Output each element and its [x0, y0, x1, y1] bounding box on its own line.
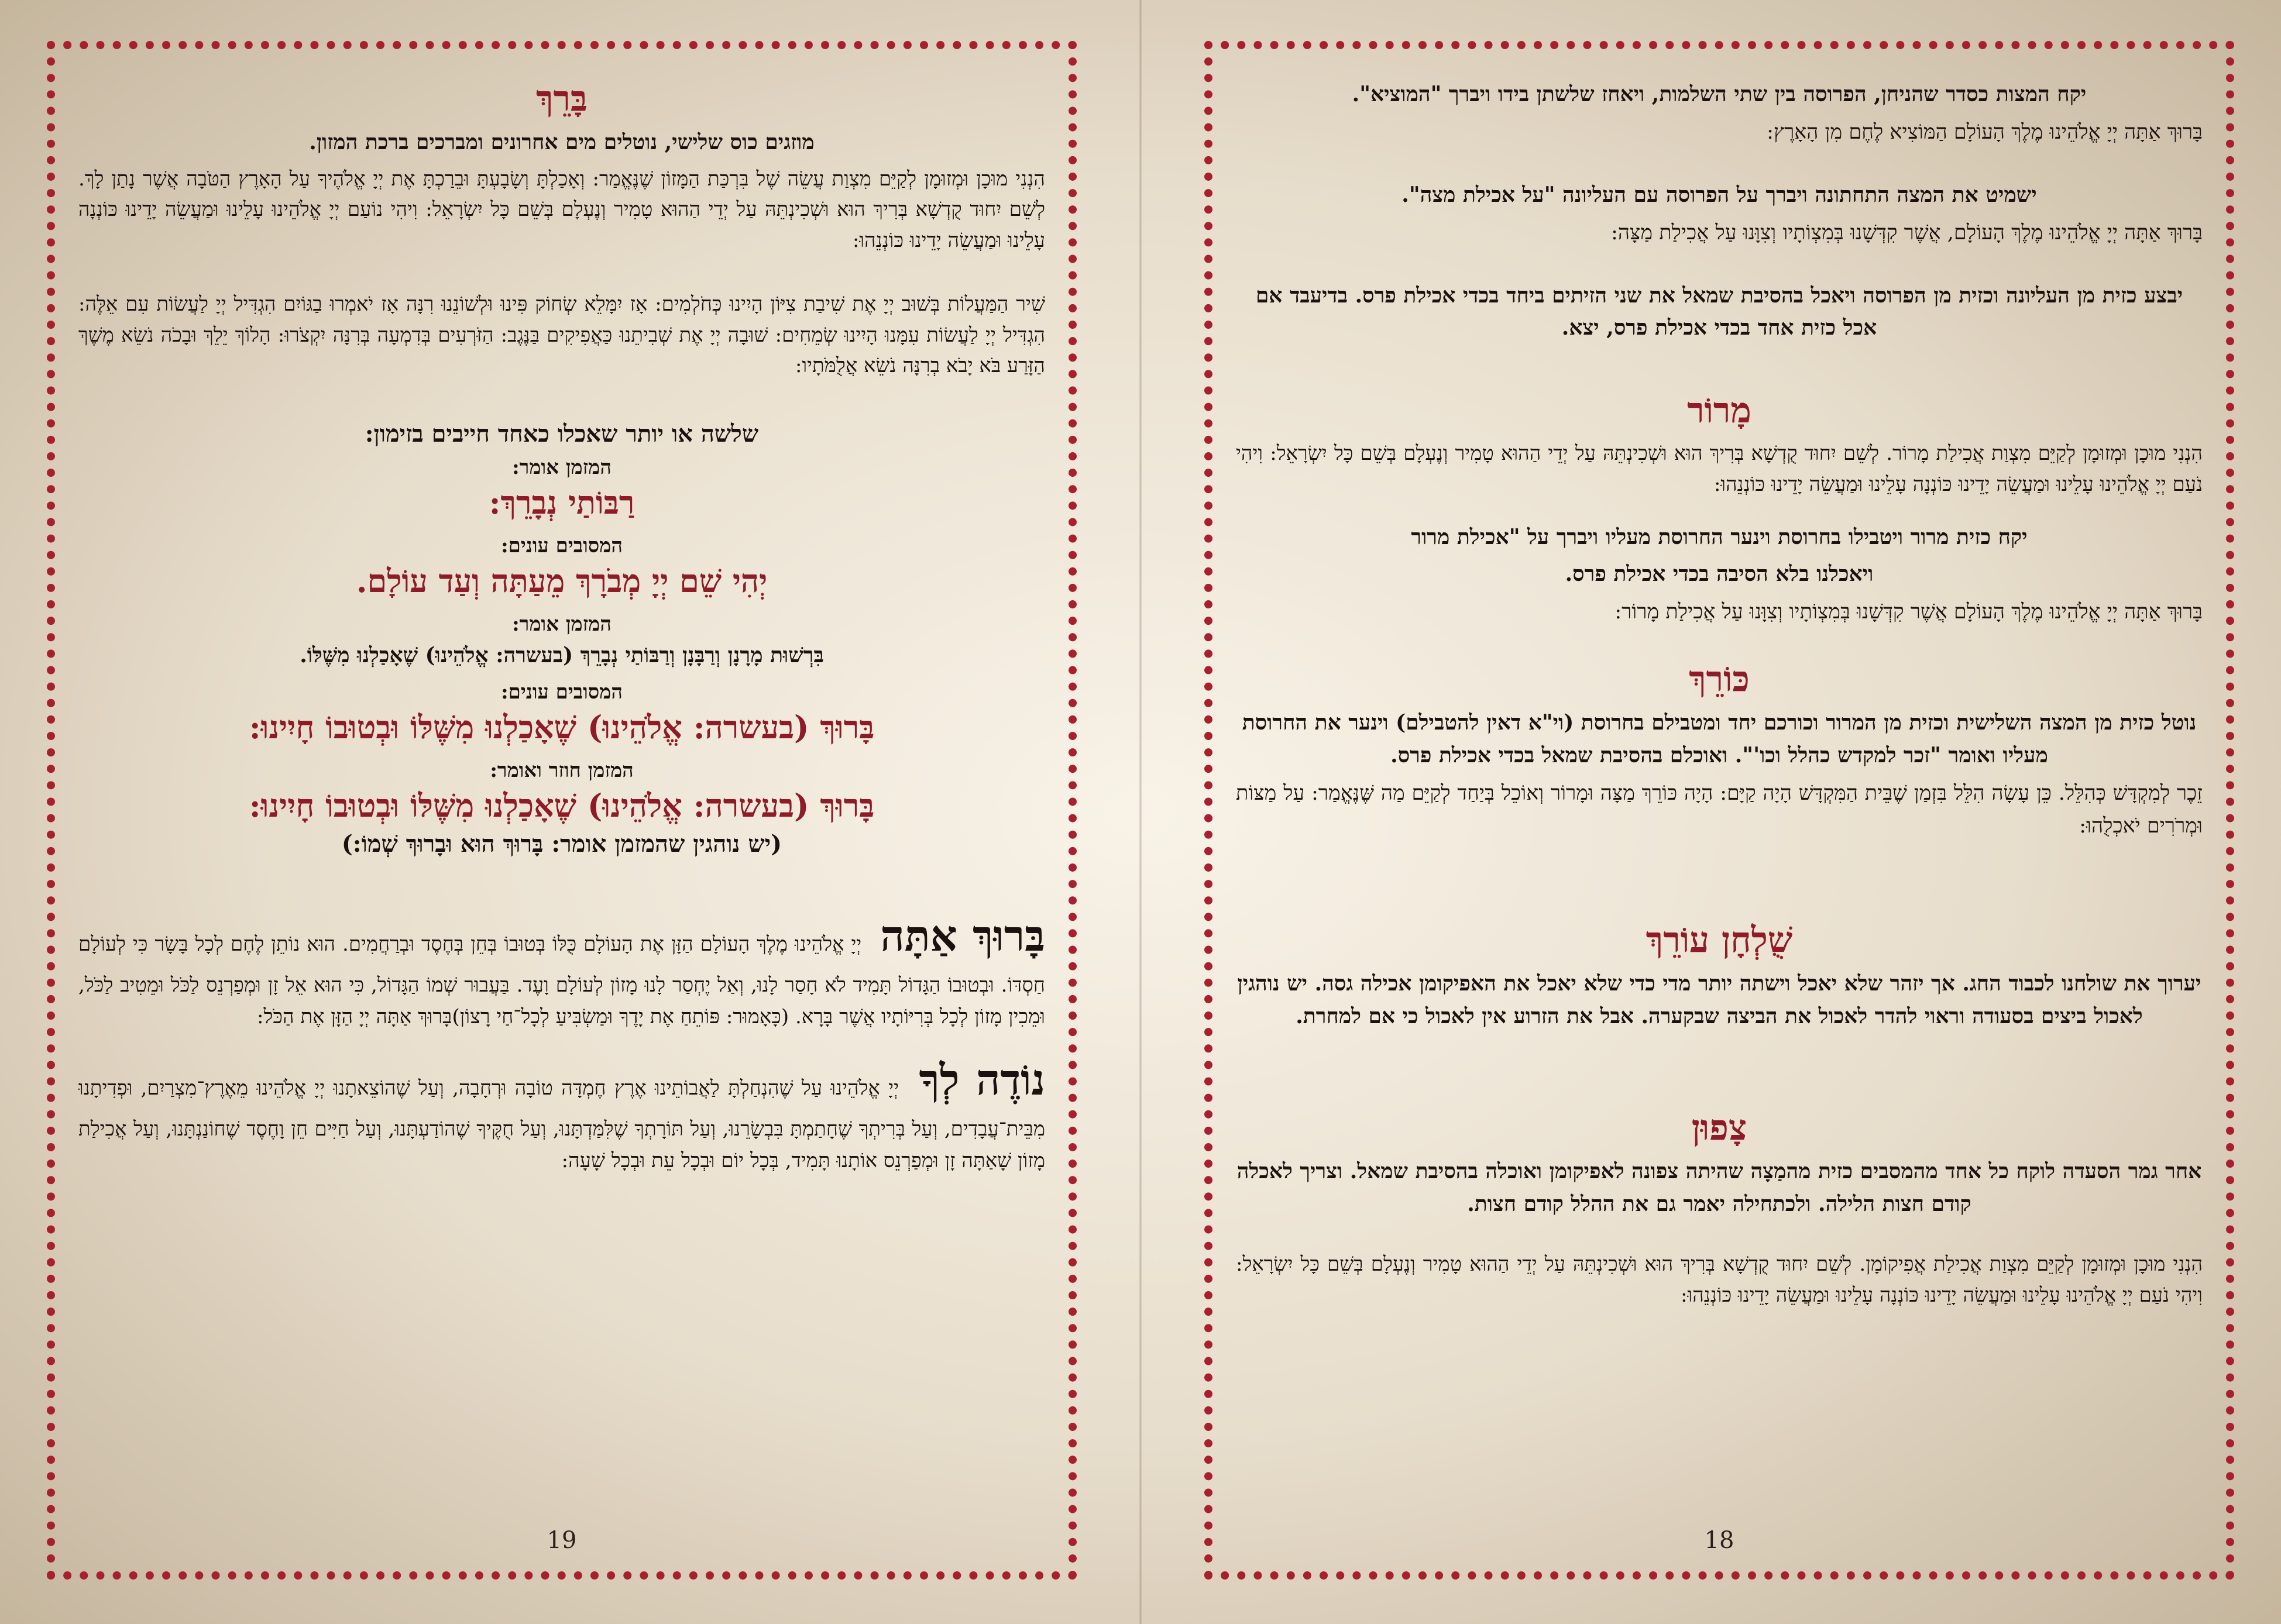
nodeh-opening: נוֹדֶה לְךָ [919, 1054, 1045, 1105]
page-19 [47, 41, 1077, 1580]
motzi-instruction: יקח המצות כסדר שהניחן, הפרוסה בין שתי השלמות, ויאחז שלשתן בידו ויברך "המוציא". [1352, 82, 2087, 106]
motzi-blessing: בָּרוּךְ אַתָּה יְיָ אֱלֹהֵינוּ מֶלֶךְ הָעוֹלָם הַמּוֹצִיא לֶחֶם מִן הָאָרֶץ: [1767, 120, 2203, 144]
shulchan-orech-title: שֻׁלְחָן עוֹרֵךְ [1646, 919, 1793, 961]
page-18 [1204, 41, 2234, 1580]
zimun-label-5: המזמן חוזר ואומר: [490, 758, 634, 782]
zimun-label-1: המזמן אומר: [512, 455, 612, 479]
matzah-instruction: ישמיט את המצה התחתונה ויברך על הפרוסה עם העליונה "על אכילת מצה". [1401, 182, 2037, 207]
matzah-eating-instruction: יבצע כזית מן העליונה וכזית מן הפרוסה ויאכל בהסיבת שמאל את שני הזיתים ביחד בכדי אכילת פרס. בדיעבד אם אכל כזית אחד בכדי אכילת פרס, יצא. [1255, 283, 2183, 340]
shulchan-orech-instruction: יערוך את שולחנו לכבוד החג. אך יזהר שלא יאכל וישתה יותר מדי כדי שלא יאכל את האפיקומן אכילה גסה. יש נוהגין לאכול ביצים בסעודה וראוי להדר לאכול את הביצה שבקערה. אבל את הזרוע אין לאכול כי אם למחרת. [1237, 971, 2201, 1028]
page-number-18: 18 [1704, 1527, 1734, 1554]
barech-title: בָּרֵךְ [536, 78, 588, 119]
page-18-content [1236, 73, 2203, 1507]
tzafun-instruction: אחר גמר הסעדה לוקח כל אחד מהמסבים כזית מהמַצָה שהיתה צפונה לאפיקומן ואוכלה בהסיבת שמאל. וצריך לאכלה קודם חצות הלילה. ולכתחילה יאמר גם את ההלל קודם חצות. [1236, 1159, 2202, 1217]
zimun-line-2: יְהִי שֵׁם יְיָ מְבֹרָךְ מֵעַתָּה וְעַד עוֹלָם. [356, 562, 768, 600]
zimun-line-3: בִּרְשׁוּת מָרָנָן וְרַבָּנָן וְרַבּוֹתַי נְבָרֵךְ (בעשרה: אֱלֹהֵינוּ) שֶׁאָכַלְנוּ מִשֶּׁלּוֹ. [300, 642, 824, 668]
zimun-line-5: בָּרוּךְ (בעשרה: אֱלֹהֵינוּ) שֶׁאָכַלְנוּ מִשֶּׁלּוֹ וּבְטוּבוֹ חָיִינוּ: [249, 786, 875, 824]
shir-hamaalot: שִׁיר הַמַּעֲלוֹת בְּשׁוּב יְיָ אֶת שִׁיבַת צִיּוֹן הָיִינוּ כְּחֹלְמִים: אָז יִמָּלֵא שְׂחוֹק פִּינוּ וּלְשׁוֹנֵנוּ רִנָּה אָז יֹאמְרוּ בַגּוֹיִם הִגְדִּיל יְיָ לַעֲשׂוֹת עִם אֵלֶּה: הִגְדִּיל יְיָ לַעֲשׂוֹת עִמָּנוּ הָיִינוּ שְׂמֵחִים: שׁוּבָה יְיָ אֶת שְׁבִיתֵנוּ כַּאֲפִיקִים בַּנֶּגֶב: הַזֹּרְעִים בְּדִמְעָה בְּרִנָּה יִקְצֹרוּ: הָלוֹךְ יֵלֵךְ וּבָכֹה נֹשֵׂא מֶשֶׁךְ הַזָּרַע בֹּא יָבֹא בְרִנָּה נֹשֵׂא אֲלֻמֹּתָיו: [78, 292, 1045, 378]
nodeh-text: יְיָ אֱלֹהֵינוּ עַל שֶׁהִנְחַלְתָּ לַאֲבוֹתֵינוּ אֶרֶץ חֶמְדָּה טוֹבָה וּרְחָבָה, וְעַל שֶׁהוֹצֵאתָנוּ יְיָ אֱלֹהֵינוּ מֵאֶרֶץ־מִצְרַיִם, וּפְדִיתָנוּ מִבֵּית־עֲבָדִים, וְעַל בְּרִיתְךָ שֶׁחָתַמְתָּ בִּבְשָׂרֵנוּ, וְעַל תּוֹרָתְךָ שֶׁלִּמַּדְתָּנוּ, וְעַל חֻקֶּיךָ שֶׁהוֹדַעְתָּנוּ, וְעַל חַיִּים חֵן וָחֶסֶד שֶׁחוֹנַנְתָּנוּ, וְעַל אֲכִילַת מָזוֹן שָׁאַתָּה זָן וּמְפַרְנֵס אוֹתָנוּ תָּמִיד, בְּכָל יוֹם וּבְכָל עֵת וּבְכָל שָׁעָה: [78, 1076, 1045, 1173]
tzafun-kavanah: הִנְנִי מוּכָן וּמְזוּמָן לְקַיֵּם מִצְוַת אֲכִילַת אֲפִיקוֹמָן. לְשֵׁם יִחוּד קֻדְשָׁא בְּרִיךְ הוּא וּשְׁכִינְתֵּהּ עַל יְדֵי הַהוּא טָמִיר וְנֶעְלָם בְּשֵׁם כָּל יִשְׂרָאֵל: וִיהִי נֹעַם יְיָ אֱלֹהֵינוּ עָלֵינוּ וּמַעֲשֵׂה יָדֵינוּ כּוֹנְנָה עָלֵינוּ וּמַעֲשֵׂה יָדֵינוּ כּוֹנְנֵהוּ: [1236, 1252, 2203, 1307]
korech-instruction: נוטל כזית מן המצה השלישית וכזית מן המרור וכורכם יחד ומטבילם בחרוסת (וי"א דאין להטבילם) וינער את החרוסת מעליו ואומר "זכר למקדש כהלל וכו'". ואוכלם בהסיבת שמאל בכדי אכילת פרס. [1242, 710, 2197, 768]
barech-instruction: מוזגים כוס שלישי, נוטלים מים אחרונים ומברכים ברכת המזון. [309, 130, 815, 154]
maror-instruction-1: יקח כזית מרור ויטבילו בחרוסת וינער החרוסת מעליו ויברך על "אכילת מרור [1411, 524, 2028, 549]
book-spine [1139, 0, 1142, 1624]
maror-instruction-2: ויאכלנו בלא הסיבה בכדי אכילת פרס. [1565, 562, 1874, 587]
korech-text: זֵכֶר לְמִקְדָּשׁ כְּהִלֵּל. כֵּן עָשָׂה הִלֵּל בִּזְמַן שֶׁבֵּית הַמִּקְדָּשׁ הָיָה קַיָּם: הָיָה כּוֹרֵךְ מַצָּה וּמָרוֹר וְאוֹכֵל בְּיַחַד לְקַיֵּם מַה שֶּׁנֶּאֱמַר: עַל מַצּוֹת וּמְרֹרִים יֹאכְלֻהוּ: [1236, 781, 2203, 838]
zimun-label-3: המזמן אומר: [512, 612, 612, 636]
zimun-line-4: בָּרוּךְ (בעשרה: אֱלֹהֵינוּ) שֶׁאָכַלְנוּ מִשֶּׁלּוֹ וּבְטוּבוֹ חָיִינוּ: [249, 708, 875, 746]
zimun-custom: (יש נוהגין שהמזמן אומר: בָּרוּךְ הוּא וּבָרוּךְ שְׁמוֹ:) [341, 830, 782, 858]
birkat-hazan-paragraph [78, 902, 1045, 1033]
barech-kavanah: הִנְנִי מוּכָן וּמְזוּמָן לְקַיֵּם מִצְוַת עֲשֵׂה שֶׁל בִּרְכַּת הַמָּזוֹן שֶׁנֶּאֱמַר: וְאָכַלְתָּ וְשָׂבָעְתָּ וּבֵרַכְתָּ אֶת יְיָ אֱלֹהֶיךָ עַל הָאָרֶץ הַטֹּבָה אֲשֶׁר נָתַן לָךְ. לְשֵׁם יִחוּד קֻדְשָׁא בְּרִיךְ הוּא וּשְׁכִינְתֵּהּ עַל יְדֵי הַהוּא טָמִיר וְנֶעְלָם בְּשֵׁם כָּל יִשְׂרָאֵל: וִיהִי נוֹעַם יְיָ אֱלֹהֵינוּ עָלֵינוּ וּמַעֲשֵׂה יָדֵינוּ כּוֹנְנָה עָלֵינוּ וּמַעֲשֵׂה יָדֵינוּ כּוֹנְנֵהוּ: [78, 167, 1045, 253]
tzafun-title: צָפוּן [1691, 1107, 1747, 1149]
korech-title: כּוֹרֵךְ [1689, 659, 1750, 700]
zimun-heading: שלשה או יותר שאכלו כאחד חייבים בזימון: [365, 419, 759, 448]
page-19-content [78, 73, 1045, 1507]
maror-kavanah: הִנְנִי מוּכָן וּמְזוּמָן לְקַיֵּם מִצְוַת אֲכִילַת מָרוֹר. לְשֵׁם יִחוּד קֻדְשָׁא בְּרִיךְ הוּא וּשְׁכִינְתֵּהּ עַל יְדֵי הַהוּא טָמִיר וְנֶעְלָם בְּשֵׁם כָּל יִשְׂרָאֵל: וִיהִי נֹעַם יְיָ אֱלֹהֵינוּ עָלֵינוּ וּמַעֲשֵׂה יָדֵינוּ כּוֹנְנָה עָלֵינוּ וּמַעֲשֵׂה יָדֵינוּ כּוֹנְנֵהוּ: [1236, 442, 2203, 496]
zimun-label-4: המסובים עונים: [501, 680, 623, 704]
maror-blessing: בָּרוּךְ אַתָּה יְיָ אֱלֹהֵינוּ מֶלֶךְ הָעוֹלָם אֲשֶׁר קִדְּשָׁנוּ בְּמִצְוֹתָיו וְצִוָּנוּ עַל אֲכִילַת מָרוֹר: [1614, 600, 2203, 624]
page-number-19: 19 [547, 1527, 577, 1554]
matzah-blessing: בָּרוּךְ אַתָּה יְיָ אֱלֹהֵינוּ מֶלֶךְ הָעוֹלָם, אֲשֶׁר קִדְּשָׁנוּ בְּמִצְוֹתָיו וְצִוָּנוּ עַל אֲכִילַת מַצָּה: [1611, 221, 2203, 245]
zimun-line-1: רַבּוֹתַי נְבָרֵךְ: [489, 483, 635, 521]
maror-title: מָרוֹר [1687, 390, 1751, 432]
birkat-hazan-opening: בָּרוּךְ אַתָּה [880, 910, 1045, 961]
birkat-hazan-text: יְיָ אֱלֹהֵינוּ מֶלֶךְ הָעוֹלָם הַזָּן אֶת הָעוֹלָם כֻּלּוֹ בְּטוּבוֹ בְּחֵן בְּחֶסֶד וּבְרַחֲמִים. הוּא נוֹתֵן לֶחֶם לְכָל בָּשָׂר כִּי לְעוֹלָם חַסְדּוֹ. וּבְטוּבוֹ הַגָּדוֹל תָּמִיד לֹא חָסַר לָנוּ, וְאַל יֶחְסַר לָנוּ מָזוֹן לְעוֹלָם וָעֶד. בַּעֲבוּר שְׁמוֹ הַגָּדוֹל, כִּי הוּא אֵל זָן וּמְפַרְנֵס לַכֹּל וּמֵטִיב לַכֹּל, וּמֵכִין מָזוֹן לְכָל בְּרִיּוֹתָיו אֲשֶׁר בָּרָא. (כָּאָמוּר: פּוֹתֵחַ אֶת יָדֶךָ וּמַשְׂבִּיעַ לְכָל־חַי רָצוֹן)בָּרוּךְ אַתָּה יְיָ הַזָּן אֶת הַכֹּל: [78, 932, 1045, 1029]
zimun-label-2: המסובים עונים: [501, 534, 623, 558]
nodeh-paragraph [78, 1046, 1045, 1177]
